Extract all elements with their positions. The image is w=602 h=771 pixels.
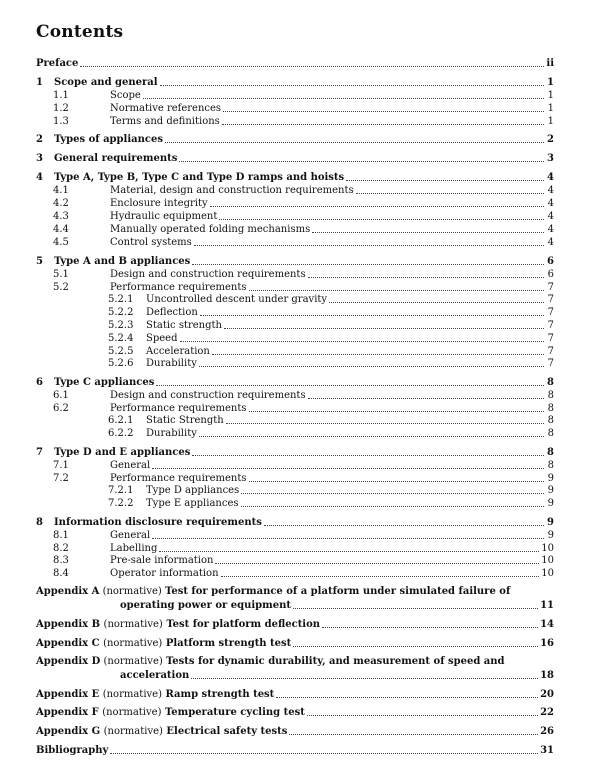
- toc-entry-page: 7: [547, 346, 554, 357]
- toc-entry-number: 1.3: [53, 116, 69, 127]
- appendix-normative: (normative): [103, 726, 163, 737]
- toc-entry-label: Durability: [146, 428, 197, 439]
- leader-dots: [226, 423, 544, 424]
- toc-entry-number: 5.2.1: [108, 294, 134, 305]
- toc-entry-label: Type A, Type B, Type C and Type D ramps and hoists: [54, 172, 345, 183]
- toc-entry[interactable]: [36, 57, 554, 70]
- toc-entry-number: 1.2: [53, 103, 69, 114]
- appendix-heading: Appendix D: [36, 656, 101, 667]
- toc-entry-label: Type D and E appliances: [54, 447, 191, 458]
- leader-dots: [329, 302, 544, 303]
- appendix-title: Test for platform deflection: [166, 619, 321, 630]
- leader-dots: [276, 697, 538, 698]
- leader-dots: [165, 142, 544, 143]
- leader-dots: [152, 538, 544, 539]
- toc-entry-number: 4.3: [53, 211, 69, 222]
- toc-entry-number: 6.1: [53, 390, 69, 401]
- leader-dots: [200, 315, 544, 316]
- toc-entry[interactable]: [36, 516, 554, 529]
- toc-entry-number: 7.2.1: [108, 485, 134, 496]
- toc-entry-page: 6: [547, 269, 554, 280]
- toc-entry[interactable]: [36, 554, 554, 567]
- toc-entry-page: 10: [541, 555, 554, 566]
- leader-dots: [143, 98, 544, 99]
- toc-entry-number: 2: [36, 134, 43, 145]
- leader-dots: [308, 398, 544, 399]
- toc-entry-label: General: [110, 460, 151, 471]
- toc-entry[interactable]: [36, 376, 554, 389]
- toc-entry-page: 9: [547, 530, 554, 541]
- appendix-title-line2: acceleration: [120, 670, 190, 681]
- appendix-normative: (normative): [103, 619, 163, 630]
- toc-entry-label: Types of appliances: [54, 134, 163, 145]
- toc-entry-number: 5.1: [53, 269, 69, 280]
- appendix-normative: (normative): [103, 638, 163, 649]
- toc-entry-label: Scope and general: [54, 77, 158, 88]
- toc-entry-page: 8: [547, 428, 554, 439]
- leader-dots: [322, 627, 538, 628]
- appendix-heading: Appendix B: [36, 619, 101, 630]
- toc-entry[interactable]: [36, 133, 554, 146]
- leader-dots: [249, 290, 545, 291]
- toc-entry-page: 10: [541, 543, 554, 554]
- toc-entry-label: Performance requirements: [110, 282, 247, 293]
- toc-entry-label: Type D appliances: [146, 485, 240, 496]
- toc-entry-page: 1: [547, 116, 554, 127]
- toc-entry[interactable]: [36, 255, 554, 268]
- toc-entry-page: 4: [547, 224, 554, 235]
- leader-dots: [249, 411, 545, 412]
- appendix-heading: Appendix C: [36, 638, 100, 649]
- toc-entry-label: Design and construction requirements: [110, 390, 306, 401]
- toc-entry-label: Labelling: [110, 543, 158, 554]
- toc-entry-number: 8.4: [53, 568, 69, 579]
- toc-entry-label: Material, design and construction requirements: [110, 185, 354, 196]
- toc-entry-page: 4: [547, 185, 554, 196]
- toc-entry-page: 6: [547, 256, 554, 267]
- toc-entry-number: 8.1: [53, 530, 69, 541]
- toc-entry-number: 4.1: [53, 185, 69, 196]
- appendix-title: Electrical safety tests: [166, 726, 288, 737]
- appendix-title: Temperature cycling test: [164, 707, 305, 718]
- toc-entry-label: Static strength: [146, 320, 222, 331]
- toc-entry-number: 6.2: [53, 403, 69, 414]
- appendix-label: [36, 638, 291, 650]
- toc-entry-page: 9: [547, 473, 554, 484]
- leader-dots: [110, 753, 538, 754]
- toc-entry[interactable]: [36, 197, 554, 210]
- toc-entry[interactable]: [36, 332, 554, 345]
- toc-entry[interactable]: [36, 427, 554, 440]
- toc-entry-number: 6: [36, 377, 43, 388]
- toc-entry-number: 6.2.1: [108, 415, 134, 426]
- toc-entry-number: 1.1: [53, 90, 69, 101]
- leader-dots: [156, 385, 544, 386]
- toc-entry-number: 5: [36, 256, 43, 267]
- toc-entry-label: Speed: [146, 333, 178, 344]
- appendix-normative: (normative): [102, 586, 162, 597]
- toc-entry-page: 2: [547, 134, 554, 145]
- leader-dots: [289, 734, 538, 735]
- toc-entry-number: 5.2.5: [108, 346, 134, 357]
- appendix-page: 18: [540, 670, 554, 681]
- toc-entry-page: 8: [547, 447, 554, 458]
- leader-dots: [199, 436, 544, 437]
- appendix-heading: Appendix E: [36, 689, 100, 700]
- appendix-title: Platform strength test: [165, 638, 292, 649]
- toc-entry[interactable]: [36, 446, 554, 459]
- leader-dots: [219, 219, 544, 220]
- appendix-page: 20: [540, 689, 554, 700]
- appendix-title-line2: operating power or equipment: [120, 600, 291, 611]
- toc-entry-label: Performance requirements: [110, 403, 247, 414]
- appendix-normative: (normative): [102, 689, 162, 700]
- leader-dots: [212, 354, 544, 355]
- toc-entry[interactable]: [36, 459, 554, 472]
- toc-entry[interactable]: [36, 319, 554, 332]
- toc-entry-number: 7.2: [53, 473, 69, 484]
- toc-entry-number: 5.2.4: [108, 333, 134, 344]
- toc-entry-label: Information disclosure requirements: [54, 517, 262, 528]
- leader-dots: [210, 206, 544, 207]
- appendix-normative: (normative): [102, 707, 162, 718]
- toc-entry-page: 9: [547, 485, 554, 496]
- toc-entry[interactable]: [36, 76, 554, 89]
- toc-entry-label: Design and construction requirements: [110, 269, 306, 280]
- toc-entry-page: 7: [547, 320, 554, 331]
- appendix-normative: (normative): [103, 656, 163, 667]
- toc-entry-label: Enclosure integrity: [110, 198, 208, 209]
- appendix-label: [36, 707, 305, 719]
- toc-entry-page: 7: [547, 307, 554, 318]
- toc-entry[interactable]: [36, 306, 554, 319]
- toc-entry-page: 7: [547, 282, 554, 293]
- toc-entry-label: Uncontrolled descent under gravity: [146, 294, 328, 305]
- toc-entry-label: Normative references: [110, 103, 222, 114]
- leader-dots: [308, 277, 544, 278]
- toc-entry-number: 8.2: [53, 543, 69, 554]
- leader-dots: [80, 66, 544, 67]
- leader-dots: [194, 245, 544, 246]
- toc-entry-page: ii: [546, 58, 554, 69]
- toc-entry-page: 8: [547, 377, 554, 388]
- toc-entry-label: Type C appliances: [54, 377, 155, 388]
- toc-entry-number: 7.1: [53, 460, 69, 471]
- toc-entry[interactable]: [36, 223, 554, 236]
- toc-entry-label: Operator information: [110, 568, 219, 579]
- toc-entry[interactable]: [36, 497, 554, 510]
- toc-entry-page: 1: [547, 90, 554, 101]
- toc-entry[interactable]: [36, 171, 554, 184]
- page-title: Contents: [36, 22, 124, 42]
- leader-dots: [223, 111, 544, 112]
- leader-dots: [159, 551, 539, 552]
- toc-entry-number: 4.4: [53, 224, 69, 235]
- toc-entry-number: 8.3: [53, 555, 69, 566]
- leader-dots: [152, 468, 544, 469]
- leader-dots: [312, 232, 544, 233]
- leader-dots: [180, 341, 545, 342]
- toc-entry-number: 5.2.3: [108, 320, 134, 331]
- toc-entry[interactable]: [36, 236, 554, 249]
- toc-entry-page: 4: [547, 198, 554, 209]
- toc-entry-label: Deflection: [146, 307, 198, 318]
- leader-dots: [179, 161, 544, 162]
- toc-entry[interactable]: [36, 152, 554, 165]
- toc-entry[interactable]: [36, 268, 554, 281]
- appendix-title-line: [36, 656, 505, 668]
- appendix-row: [36, 688, 554, 701]
- toc-entry-label: Hydraulic equipment: [110, 211, 218, 222]
- toc-entry-label: Control systems: [110, 237, 192, 248]
- toc-entry-label: Preface: [36, 58, 79, 69]
- toc-entry-label: Scope: [110, 90, 141, 101]
- leader-dots: [356, 193, 544, 194]
- toc-entry-label: Acceleration: [146, 346, 210, 357]
- leader-dots: [199, 366, 544, 367]
- leader-dots: [307, 715, 538, 716]
- appendix-row: [36, 618, 554, 631]
- toc-entry-page: 7: [547, 358, 554, 369]
- toc-entry-label: Terms and definitions: [110, 116, 220, 127]
- toc-entry-label: General: [110, 530, 151, 541]
- toc-entry-page: 1: [547, 103, 554, 114]
- toc-entry-number: 1: [36, 77, 43, 88]
- leader-dots: [191, 678, 538, 679]
- appendix-title: Ramp strength test: [165, 689, 275, 700]
- toc-entry[interactable]: [36, 357, 554, 370]
- bibliography-page: 31: [540, 745, 554, 756]
- appendix-title: Test for performance of a platform under simulated failure of: [165, 586, 511, 597]
- toc-entry-label: Static Strength: [146, 415, 224, 426]
- bibliography-label: Bibliography: [36, 745, 109, 756]
- appendix-label: [36, 689, 274, 701]
- appendix-page: 11: [540, 600, 554, 611]
- toc-entry-page: 8: [547, 415, 554, 426]
- appendix-heading: Appendix A: [36, 586, 100, 597]
- appendix-page: 22: [540, 707, 554, 718]
- toc-entry-label: General requirements: [54, 153, 178, 164]
- appendix-title-continuation: [36, 599, 554, 612]
- toc-entry-page: 9: [547, 517, 554, 528]
- leader-dots: [241, 493, 544, 494]
- toc-entry-number: 6.2.2: [108, 428, 134, 439]
- appendix-row: [36, 637, 554, 650]
- appendix-page: 16: [540, 638, 554, 649]
- toc-entry-number: 4.2: [53, 198, 69, 209]
- appendix-title: Tests for dynamic durability, and measurement of speed and: [165, 656, 505, 667]
- toc-entry[interactable]: [36, 115, 554, 128]
- appendix-page: 26: [540, 726, 554, 737]
- leader-dots: [224, 328, 544, 329]
- toc-entry[interactable]: [36, 102, 554, 115]
- toc-entry[interactable]: [36, 293, 554, 306]
- toc-entry-page: 7: [547, 294, 554, 305]
- leader-dots: [241, 506, 544, 507]
- toc-entry-number: 4: [36, 172, 43, 183]
- appendix-row: [36, 706, 554, 719]
- toc-entry-page: 3: [547, 153, 554, 164]
- toc-entry-label: Performance requirements: [110, 473, 247, 484]
- toc-entry-page: 4: [547, 172, 554, 183]
- appendix-title-line: [36, 586, 510, 598]
- leader-dots: [249, 481, 545, 482]
- toc-entry[interactable]: [36, 484, 554, 497]
- toc-entry-label: Pre-sale information: [110, 555, 214, 566]
- toc-entry-number: 5.2: [53, 282, 69, 293]
- appendix-page: 14: [540, 619, 554, 630]
- toc-entry-page: 8: [547, 390, 554, 401]
- toc-entry-label: Type E appliances: [146, 498, 239, 509]
- appendix-heading: Appendix G: [36, 726, 101, 737]
- leader-dots: [215, 563, 539, 564]
- leader-dots: [192, 264, 544, 265]
- leader-dots: [264, 525, 544, 526]
- toc-entry[interactable]: [36, 529, 554, 542]
- toc-entry-label: Type A and B appliances: [54, 256, 191, 267]
- toc-entry-page: 7: [547, 333, 554, 344]
- toc-entry[interactable]: [36, 567, 554, 580]
- toc-entry-number: 4.5: [53, 237, 69, 248]
- appendix-label: [36, 726, 287, 738]
- toc-entry[interactable]: [36, 414, 554, 427]
- toc-entry-page: 8: [547, 460, 554, 471]
- leader-dots: [293, 646, 538, 647]
- toc-entry-number: 7.2.2: [108, 498, 134, 509]
- toc-entry[interactable]: [36, 184, 554, 197]
- toc-entry-page: 10: [541, 568, 554, 579]
- toc-entry-label: Manually operated folding mechanisms: [110, 224, 311, 235]
- toc-entry-number: 7: [36, 447, 43, 458]
- leader-dots: [293, 608, 538, 609]
- leader-dots: [221, 576, 540, 577]
- toc-entry-number: 8: [36, 517, 43, 528]
- toc-entry-page: 4: [547, 211, 554, 222]
- toc-entry[interactable]: [36, 89, 554, 102]
- bibliography-entry[interactable]: [36, 744, 554, 757]
- toc-entry-label: Durability: [146, 358, 197, 369]
- toc-entry[interactable]: [36, 210, 554, 223]
- leader-dots: [160, 85, 544, 86]
- toc-entry-page: 1: [547, 77, 554, 88]
- appendix-title-continuation: [36, 669, 554, 682]
- toc-entry[interactable]: [36, 389, 554, 402]
- toc-entry-page: 9: [547, 498, 554, 509]
- leader-dots: [346, 180, 544, 181]
- leader-dots: [222, 124, 544, 125]
- appendix-heading: Appendix F: [36, 707, 99, 718]
- toc-entry-number: 3: [36, 153, 43, 164]
- toc-entry-number: 5.2.2: [108, 307, 134, 318]
- leader-dots: [192, 455, 544, 456]
- toc-entry-number: 5.2.6: [108, 358, 134, 369]
- appendix-row: [36, 725, 554, 738]
- appendix-label: [36, 619, 320, 631]
- toc-entry-page: 8: [547, 403, 554, 414]
- toc-entry-page: 4: [547, 237, 554, 248]
